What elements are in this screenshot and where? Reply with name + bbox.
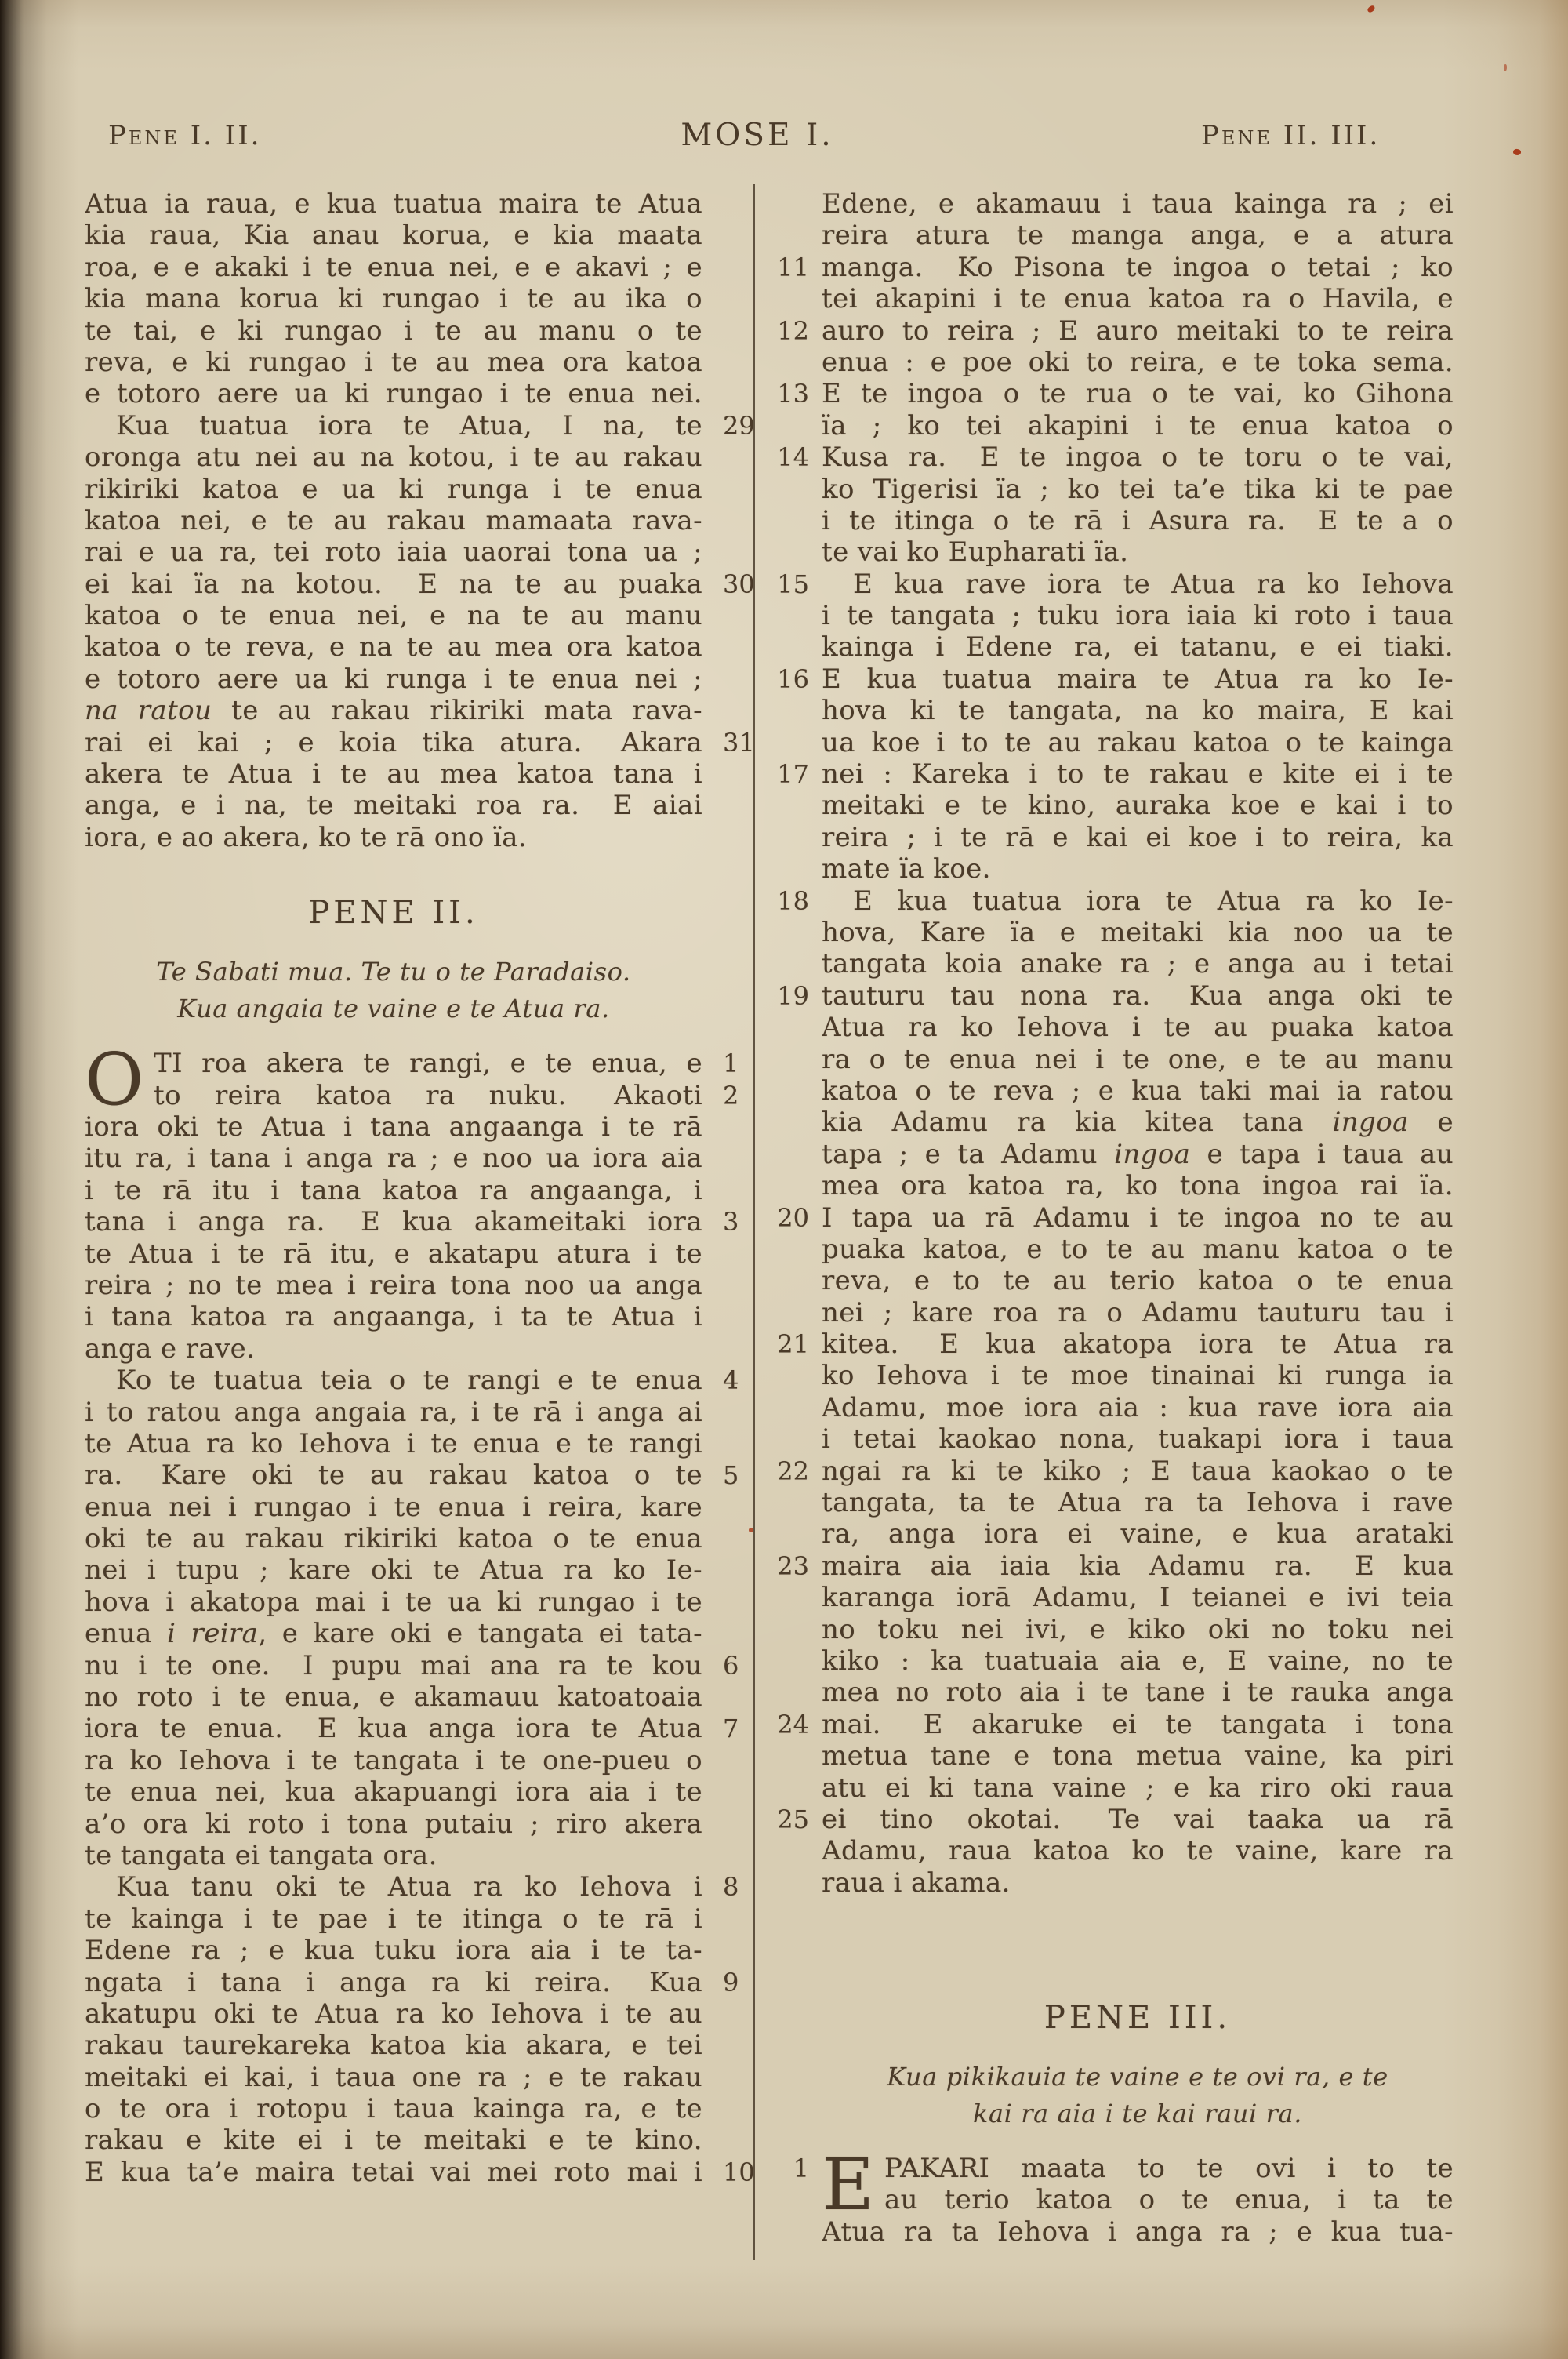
line-text: ra o te enua nei i te one, e te au manu xyxy=(822,1043,1454,1075)
text-line xyxy=(777,1455,1454,1487)
text-line xyxy=(85,1523,702,1554)
line-text: akera te Atua i te au mea katoa tana i xyxy=(85,758,702,791)
column-divider xyxy=(753,184,755,2260)
text-line xyxy=(822,1012,1454,1043)
line-text: tauturu tau nona ra. Kua anga oki te xyxy=(822,980,1454,1012)
line-text: raua i akama. xyxy=(822,1866,1011,1899)
line-text: ko Tigerisi ïa ; ko tei ta’e tika ki te pae xyxy=(822,473,1454,505)
left-column xyxy=(85,188,755,2188)
text-line xyxy=(85,2030,702,2061)
verse-number: 22 xyxy=(777,1456,809,1486)
verse-number: 15 xyxy=(777,569,809,599)
text-line xyxy=(85,1238,702,1270)
line-text: ngata i tana i anga ra ki reira. Kua xyxy=(85,1966,702,1998)
verse-number: 24 xyxy=(777,1709,809,1739)
line-text: kainga i Edene ra, ei tatanu, e ei tiaki. xyxy=(822,631,1454,663)
text-line xyxy=(85,1206,739,1238)
line-text: ei tino okotai. Te vai taaka ua rā xyxy=(822,1803,1454,1835)
line-text: E kua tuatua iora te Atua ra ko Ie- xyxy=(853,885,1454,917)
text-line xyxy=(85,1745,702,1776)
chapter-subtitle-line: Kua angaia te vaine e te Atua ra. xyxy=(177,994,610,1024)
line-text: roa, e e akaki i te enua nei, e e akavi ; e xyxy=(85,251,702,283)
text-line xyxy=(822,1139,1454,1170)
line-text: kiko : ka tuatuaia aia e, E vaine, no te xyxy=(822,1645,1454,1677)
line-text: e totoro aere ua ki runga i te enua nei ; xyxy=(85,663,702,695)
line-text: te kainga i te pae i te itinga o te rā i xyxy=(85,1903,702,1935)
text-line xyxy=(85,1301,702,1332)
verse-number: 5 xyxy=(723,1460,739,1491)
ink-speck xyxy=(1512,148,1522,156)
line-text: ra, anga iora ei vaine, e kua arataki xyxy=(822,1518,1454,1550)
line-text: e totoro aere ua ki rungao i te enua nei. xyxy=(85,378,702,410)
text-line xyxy=(85,758,702,790)
text-line xyxy=(822,790,1454,821)
verse-number: 3 xyxy=(723,1207,739,1238)
right-column xyxy=(777,188,1454,2248)
line-text: karanga iorā Adamu, I teianei e ivi teia xyxy=(822,1582,1454,1614)
text-line xyxy=(822,1107,1454,1138)
line-text: Atua ra ta Iehova i anga ra ; e kua tua- xyxy=(822,2215,1454,2248)
text-line xyxy=(822,536,1454,568)
verse-number: 30 xyxy=(723,569,755,599)
line-text: iora oki te Atua i tana angaanga i te rā xyxy=(85,1110,702,1143)
verse-number: 6 xyxy=(723,1650,739,1681)
text-line xyxy=(85,1649,739,1681)
line-text: tangata, ta te Atua ra ta Iehova i rave xyxy=(822,1487,1454,1519)
verse-number: 9 xyxy=(723,1967,739,1997)
text-line xyxy=(777,885,1454,917)
text-line xyxy=(822,1518,1454,1550)
text-line xyxy=(85,1175,702,1206)
line-text: itu ra, i tana i anga ra ; e noo ua iora aia xyxy=(85,1143,702,1175)
text-line xyxy=(85,409,755,442)
line-text: rakau e kite ei i te meitaki e te kino. xyxy=(85,2125,702,2157)
verse-number: 13 xyxy=(777,379,809,409)
line-text: metua tane e tona metua vaine, ka piri xyxy=(822,1740,1454,1772)
text-line xyxy=(85,505,702,536)
line-text: Ko te tuatua teia o te rangi e te enua xyxy=(116,1365,702,1397)
text-line xyxy=(822,1234,1454,1265)
text-line xyxy=(85,1492,702,1523)
text-line xyxy=(85,2156,755,2188)
line-text: ko Iehova i te moe tinainai ki runga ia xyxy=(822,1360,1454,1392)
text-line xyxy=(822,188,1454,220)
verse-number: 1 xyxy=(723,1049,739,1079)
line-text: rai ei kai ; e koia tika atura. Akara xyxy=(85,726,702,758)
text-line xyxy=(777,1550,1454,1582)
text-line xyxy=(822,853,1454,885)
text-line xyxy=(85,695,702,726)
verse-number: 11 xyxy=(777,252,809,282)
line-text: Edene ra ; e kua tuku iora aia i te ta- xyxy=(85,1935,702,1967)
text-line xyxy=(822,505,1454,536)
line-text: rakau taurekareka katoa kia akara, e tei xyxy=(85,2030,702,2062)
line-text: au terio katoa o te enua, i ta te xyxy=(884,2184,1454,2216)
verse-number: 31 xyxy=(723,727,755,758)
text-line xyxy=(822,283,1454,314)
text-line xyxy=(822,474,1454,505)
text-line xyxy=(85,631,702,663)
line-text: i tana katoa ra angaanga, i ta te Atua i xyxy=(85,1301,702,1333)
line-text: iora, e ao akera, ko te rā ono ïa. xyxy=(85,821,528,853)
text-line xyxy=(822,1170,1454,1201)
chapter-subtitle xyxy=(822,2059,1454,2132)
line-text: tapa ; e ta Adamu ingoa e tapa i taua au xyxy=(822,1138,1454,1170)
line-text: katoa o te reva ; e kua taki mai ia ratou xyxy=(822,1074,1454,1107)
text-line xyxy=(822,410,1454,442)
verse-number: 7 xyxy=(723,1714,739,1744)
line-text: no roto i te enua, e akamauu katoatoaia xyxy=(85,1681,702,1714)
line-text: a’o ora ki roto i tona putaiu ; riro akera xyxy=(85,1808,702,1840)
line-text: te Atua ra ko Iehova i te enua e te rangi xyxy=(85,1427,702,1459)
text-line xyxy=(85,2125,702,2156)
verse-number: 8 xyxy=(723,1872,739,1903)
text-line xyxy=(822,1423,1454,1455)
line-text: meitaki ei kai, i taua one ra ; e te rakau xyxy=(85,2061,702,2093)
text-line xyxy=(822,2184,1454,2215)
line-text: mate ïa koe. xyxy=(822,853,991,885)
line-text: iora te enua. E kua anga iora te Atua xyxy=(85,1713,702,1745)
line-text: reva, e ki rungao i te au mea ora katoa xyxy=(85,346,702,378)
line-text: i tetai kaokao nona, tuakapi iora i taua xyxy=(822,1423,1454,1456)
verse-number: 17 xyxy=(777,759,809,790)
line-text: anga e rave. xyxy=(85,1332,256,1365)
line-text: atu ei ki tana vaine ; e ka riro oki raua xyxy=(822,1772,1454,1804)
text-line xyxy=(85,1966,739,1998)
text-line xyxy=(822,822,1454,853)
text-line xyxy=(822,2216,1454,2248)
line-text: oki te au rakau rikiriki katoa o te enua xyxy=(85,1523,702,1555)
text-line xyxy=(822,1867,1454,1899)
verse-number: 12 xyxy=(777,315,809,346)
line-text: reira atura te manga anga, e a atura xyxy=(822,220,1454,252)
text-line xyxy=(822,1772,1454,1804)
verse-number: 2 xyxy=(723,1080,739,1110)
text-line xyxy=(85,1681,702,1713)
text-line xyxy=(85,474,702,505)
verse-number: 21 xyxy=(777,1329,809,1360)
ink-speck xyxy=(1504,64,1507,71)
verse-number: 23 xyxy=(777,1550,809,1581)
text-line xyxy=(85,1808,702,1840)
text-line xyxy=(777,758,1454,791)
line-text: kitea. E kua akatopa iora te Atua ra xyxy=(822,1329,1454,1361)
text-line xyxy=(85,1111,702,1143)
line-text: i te rā itu i tana katoa ra angaanga, i xyxy=(85,1174,702,1206)
line-text: Kua tuatua iora te Atua, I na, te xyxy=(116,409,702,442)
text-line xyxy=(822,220,1454,251)
line-text: Adamu, moe iora aia : kua rave iora aia xyxy=(822,1391,1454,1423)
line-text: akatupu oki te Atua ra ko Iehova i te au xyxy=(85,1997,702,2030)
running-head-right: Pene II. III. xyxy=(1201,120,1381,151)
line-text: i te tangata ; tuku iora iaia ki roto i taua xyxy=(822,600,1454,632)
text-line xyxy=(822,1614,1454,1645)
text-line xyxy=(85,822,702,853)
drop-cap: E xyxy=(822,2143,875,2227)
line-text: te enua nei, kua akapuangi iora aia i te xyxy=(85,1776,702,1808)
text-line xyxy=(85,1776,702,1808)
text-line xyxy=(85,1428,702,1459)
line-text: mea ora katoa ra, ko tona ingoa rai ïa. xyxy=(822,1170,1454,1202)
verse-number: 20 xyxy=(777,1202,809,1233)
chapter-subtitle-line: Te Sabati mua. Te tu o te Paradaiso. xyxy=(156,957,631,987)
chapter-subtitle xyxy=(85,954,702,1027)
line-text: nei ; kare roa ra o Adamu tauturu tau i xyxy=(822,1296,1454,1329)
text-line xyxy=(822,1677,1454,1708)
chapter-subtitle-line: Kua pikikauia te vaine e te ovi ra, e te xyxy=(887,2062,1388,2092)
text-line xyxy=(85,1903,702,1935)
line-text: o te ora i rotopu i taua kainga ra, e te xyxy=(85,2093,702,2125)
text-line xyxy=(85,442,702,473)
line-text: na ratou te au rakau rikiriki mata rava- xyxy=(85,695,702,727)
line-text: katoa o te enua nei, e na te au manu xyxy=(85,600,702,632)
text-line xyxy=(85,1079,739,1111)
verse-number: 1 xyxy=(793,2154,809,2184)
line-text: manga. Ko Pisona te ingoa o tetai ; ko xyxy=(822,251,1454,283)
line-text: tangata koia anake ra ; e anga au i tetai xyxy=(822,948,1454,980)
text-line xyxy=(822,1835,1454,1866)
verse-number: 4 xyxy=(723,1365,739,1396)
text-line xyxy=(85,568,755,600)
text-line xyxy=(85,1270,702,1301)
line-text: katoa nei, e te au rakau mamaata rava- xyxy=(85,504,702,536)
text-line xyxy=(85,1333,702,1365)
text-line xyxy=(822,631,1454,663)
line-text: kia raua, Kia anau korua, e kia maata xyxy=(85,220,702,252)
text-line xyxy=(822,1487,1454,1518)
line-text: no toku nei ivi, e kiko oki no toku nei xyxy=(822,1613,1454,1645)
verse-number: 14 xyxy=(777,442,809,473)
text-line xyxy=(822,1075,1454,1107)
chapter-heading: PENE II. xyxy=(308,895,479,932)
running-head-left: Pene I. II. xyxy=(108,120,262,151)
text-line xyxy=(822,1582,1454,1613)
text-line xyxy=(822,1297,1454,1329)
text-line xyxy=(85,347,702,378)
text-line xyxy=(822,948,1454,980)
running-head-center: MOSE I. xyxy=(681,118,834,153)
drop-cap: O xyxy=(85,1038,144,1122)
line-text: maira aia iaia kia Adamu ra. E kua xyxy=(822,1550,1454,1582)
verse-number: 19 xyxy=(777,980,809,1011)
line-text: kia mana korua ki rungao i te au ika o xyxy=(85,283,702,315)
text-line xyxy=(822,695,1454,726)
text-line xyxy=(85,1365,739,1397)
ink-speck xyxy=(1367,5,1376,13)
line-text: meitaki e te kino, auraka koe e kai i to xyxy=(822,790,1454,822)
text-line xyxy=(822,1265,1454,1296)
verse-number: 25 xyxy=(777,1804,809,1834)
line-text: i to ratou anga angaia ra, i te rā i anga ai xyxy=(85,1396,702,1428)
text-line xyxy=(85,1998,702,2030)
line-text: i te itinga o te rā i Asura ra. E te a o xyxy=(822,504,1454,536)
line-text: nu i te one. I pupu mai ana ra te kou xyxy=(85,1649,702,1681)
line-text: Edene, e akamauu i taua kainga ra ; ei xyxy=(822,188,1454,220)
line-text: ngai ra ki te kiko ; E taua kaokao o te xyxy=(822,1455,1454,1487)
text-line xyxy=(85,1587,702,1618)
line-text: hova i akatopa mai i te ua ki rungao i te xyxy=(85,1586,702,1618)
line-text: Atua ra ko Iehova i te au puaka katoa xyxy=(822,1012,1454,1044)
line-text: reva, e to te au terio katoa o te enua xyxy=(822,1265,1454,1297)
text-line xyxy=(85,283,702,314)
text-line xyxy=(85,1840,702,1871)
text-line xyxy=(822,1044,1454,1075)
text-line xyxy=(777,314,1454,347)
line-text: I tapa ua rā Adamu i te ingoa no te au xyxy=(822,1201,1454,1234)
line-text: rikiriki katoa e ua ki runga i te enua xyxy=(85,473,702,505)
line-text: E kua ta’e maira tetai vai mei roto mai i xyxy=(85,2156,702,2188)
text-line xyxy=(85,252,702,283)
text-line xyxy=(777,1803,1454,1835)
text-line xyxy=(85,378,702,409)
line-text: E kua rave iora te Atua ra ko Iehova xyxy=(853,568,1454,600)
line-text: te tai, e ki rungao i te au manu o te xyxy=(85,314,702,347)
text-line xyxy=(822,1645,1454,1677)
line-text: enua i reira, e kare oki e tangata ei tata- xyxy=(85,1618,702,1650)
line-text: puaka katoa, e to te au manu katoa o te xyxy=(822,1233,1454,1265)
line-text: PAKARI maata to te ovi i to te xyxy=(884,2153,1454,2185)
text-line xyxy=(822,1740,1454,1772)
text-line xyxy=(85,600,702,631)
text-line xyxy=(85,188,702,220)
text-line xyxy=(85,726,755,758)
chapter-heading: PENE III. xyxy=(1044,2000,1232,2037)
text-line xyxy=(822,1360,1454,1391)
text-line xyxy=(85,2062,702,2093)
line-text: E te ingoa o te rua o te vai, ko Gihona xyxy=(822,378,1454,410)
text-line xyxy=(822,1392,1454,1423)
line-text: reira ; i te rā e kai ei koe i to reira, ka xyxy=(822,821,1454,853)
line-text: ra ko Iehova i te tangata i te one-pueu o xyxy=(85,1744,702,1776)
line-text: rai e ua ra, tei roto iaia uaorai tona ua ; xyxy=(85,536,702,569)
text-line xyxy=(777,378,1454,410)
line-text: oronga atu nei au na kotou, i te au rakau xyxy=(85,442,702,474)
text-line xyxy=(85,1713,739,1745)
line-text: tana i anga ra. E kua akameitaki iora xyxy=(85,1206,702,1238)
text-line xyxy=(85,1459,739,1492)
line-text: Adamu, raua katoa ko te vaine, kare ra xyxy=(822,1835,1454,1867)
text-line xyxy=(85,315,702,347)
line-text: te Atua i te rā itu, e akatapu atura i te xyxy=(85,1238,702,1270)
text-line xyxy=(85,2093,702,2125)
line-text: enua nei i rungao i te enua i reira, kare xyxy=(85,1491,702,1523)
text-line xyxy=(85,1143,702,1174)
text-line xyxy=(822,600,1454,631)
verse-number: 18 xyxy=(777,885,809,916)
line-text: ra. Kare oki te au rakau katoa o te xyxy=(85,1459,702,1492)
text-line xyxy=(822,727,1454,758)
line-text: te vai ko Eupharati ïa. xyxy=(822,536,1129,569)
line-text: tei akapini i te enua katoa ra o Havila, e xyxy=(822,283,1454,315)
line-text: mea no roto aia i te tane i te rauka anga xyxy=(822,1677,1454,1709)
line-text: auro to reira ; E auro meitaki to te reira xyxy=(822,314,1454,347)
line-text: mai. E akaruke ei te tangata i tona xyxy=(822,1708,1454,1740)
line-text: katoa o te reva, e na te au mea ora katoa xyxy=(85,631,702,663)
line-text: ïa ; ko tei akapini i te enua katoa o xyxy=(822,409,1454,442)
line-text: ua koe i to te au rakau katoa o te kainga xyxy=(822,726,1454,758)
text-line xyxy=(85,790,702,821)
text-line xyxy=(85,220,702,251)
line-text: nei : Kareka i to te rakau e kite ei i te xyxy=(822,758,1454,791)
verse-number: 16 xyxy=(777,663,809,694)
line-text: kia Adamu ra kia kitea tana ingoa e xyxy=(822,1107,1454,1139)
line-text: hova ki te tangata, na ko maira, E kai xyxy=(822,695,1454,727)
verse-number: 29 xyxy=(723,410,755,441)
line-text: anga, e i na, te meitaki roa ra. E aiai xyxy=(85,790,702,822)
text-line xyxy=(822,347,1454,378)
text-line xyxy=(777,980,1454,1012)
text-line xyxy=(777,663,1454,695)
text-line xyxy=(777,1201,1454,1234)
line-text: ei kai ïa na kotou. E na te au puaka xyxy=(85,568,702,600)
text-line xyxy=(777,442,1454,474)
text-line xyxy=(85,1618,702,1649)
line-text: hova, Kare ïa e meitaki kia noo ua te xyxy=(822,916,1454,948)
text-line xyxy=(777,1329,1454,1361)
text-line xyxy=(85,536,702,568)
text-line xyxy=(822,917,1454,948)
line-text: E kua tuatua maira te Atua ra ko Ie- xyxy=(822,663,1454,695)
verse-number: 10 xyxy=(723,2157,755,2187)
line-text: te tangata ei tangata ora. xyxy=(85,1839,437,1871)
line-text: Kua tanu oki te Atua ra ko Iehova i xyxy=(116,1871,702,1903)
text-line xyxy=(777,568,1454,600)
text-line xyxy=(85,1935,702,1966)
text-line xyxy=(85,1554,702,1586)
line-text: nei i tupu ; kare oki te Atua ra ko Ie- xyxy=(85,1554,702,1587)
text-line xyxy=(85,1397,702,1428)
text-line xyxy=(85,1871,739,1903)
chapter-subtitle-line: kai ra aia i te kai raui ra. xyxy=(973,2099,1302,2129)
line-text: TI roa akera te rangi, e te enua, e xyxy=(154,1048,702,1080)
line-text: Atua ia raua, e kua tuatua maira te Atua xyxy=(85,188,702,220)
line-text: Kusa ra. E te ingoa o te toru o te vai, xyxy=(822,442,1454,474)
line-text: reira ; no te mea i reira tona noo ua anga xyxy=(85,1269,702,1301)
text-line xyxy=(85,663,702,695)
text-line xyxy=(777,1708,1454,1740)
text-line xyxy=(777,251,1454,283)
line-text: enua : e poe oki to reira, e te toka sema. xyxy=(822,346,1454,378)
line-text: to reira katoa ra nuku. Akaoti xyxy=(154,1079,702,1111)
